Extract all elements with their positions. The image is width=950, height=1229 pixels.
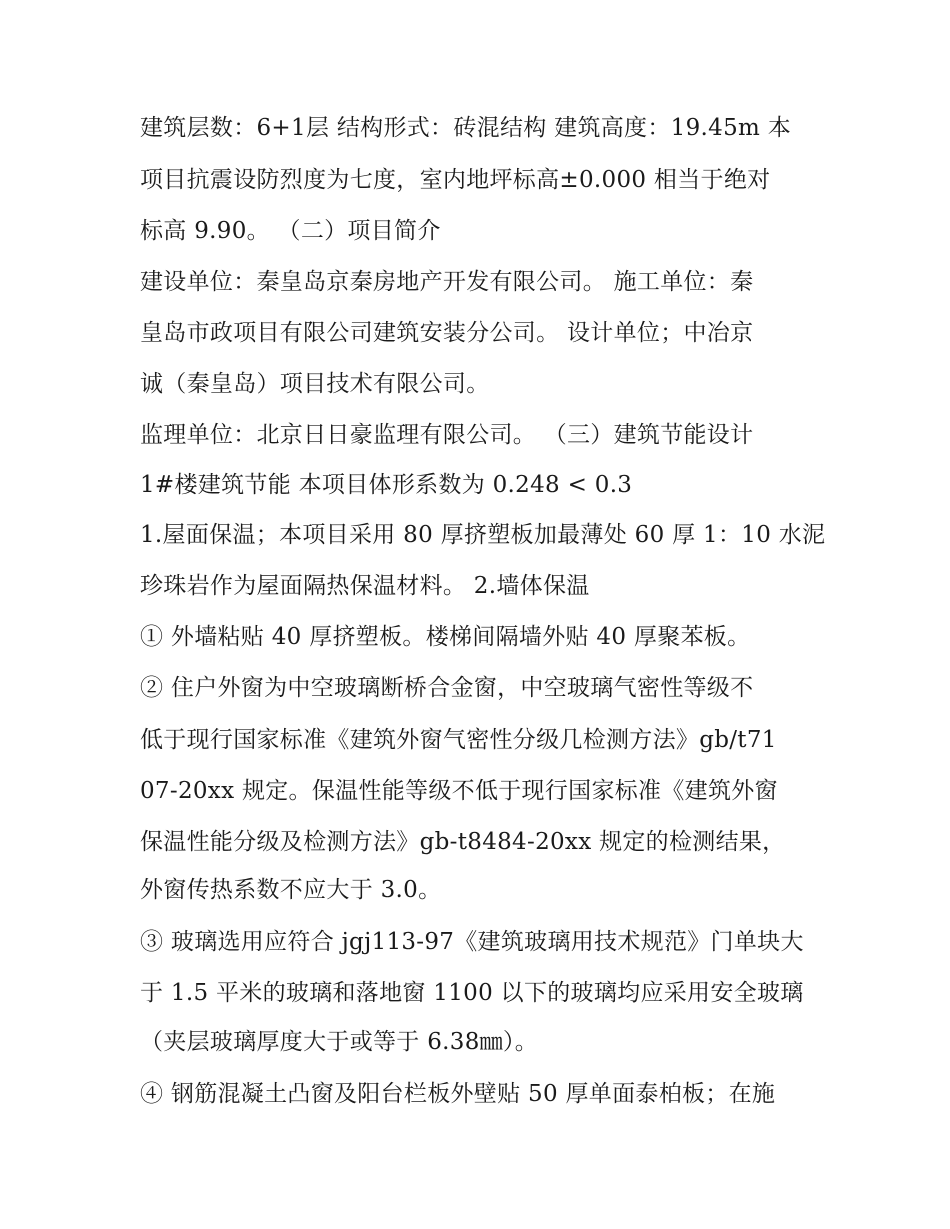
text-line: （夹层玻璃厚度大于或等于 6.38㎜）。 xyxy=(140,1029,539,1055)
text-line: ④ 钢筋混凝土凸窗及阳台栏板外壁贴 50 厚单面泰柏板；在施 xyxy=(140,1081,776,1107)
text-line: 建设单位：秦皇岛京秦房地产开发有限公司。 施工单位：秦 xyxy=(140,269,754,295)
text-line: 保温性能分级及检测方法》gb-t8484-20xx 规定的检测结果， xyxy=(140,829,786,855)
text-line: 低于现行国家标准《建筑外窗气密性分级几检测方法》gb/t71 xyxy=(140,727,777,753)
text-line: 标高 9.90。 （二）项目简介 xyxy=(140,218,441,244)
text-line: 监理单位：北京日日豪监理有限公司。 （三）建筑节能设计 xyxy=(140,422,754,448)
text-line: 珍珠岩作为屋面隔热保温材料。 2.墙体保温 xyxy=(140,573,590,599)
text-line: 07-20xx 规定。保温性能等级不低于现行国家标准《建筑外窗 xyxy=(140,778,778,804)
text-line: 外窗传热系数不应大于 3.0。 xyxy=(140,877,442,903)
text-line: 项目抗震设防烈度为七度，室内地坪标高±0.000 相当于绝对 xyxy=(140,167,771,193)
text-line: 诚（秦皇岛）项目技术有限公司。 xyxy=(140,371,490,397)
text-line: 1.屋面保温；本项目采用 80 厚挤塑板加最薄处 60 厚 1：10 水泥 xyxy=(140,522,826,548)
text-line: 于 1.5 平米的玻璃和落地窗 1100 以下的玻璃均应采用安全玻璃 xyxy=(140,980,804,1006)
text-line: 皇岛市政项目有限公司建筑安装分公司。 设计单位；中冶京 xyxy=(140,320,754,346)
text-line: ② 住户外窗为中空玻璃断桥合金窗，中空玻璃气密性等级不 xyxy=(140,675,754,701)
text-line: ① 外墙粘贴 40 厚挤塑板。楼梯间隔墙外贴 40 厚聚苯板。 xyxy=(140,624,751,650)
text-line: 1#楼建筑节能 本项目体形系数为 0.248 < 0.3 xyxy=(140,472,633,498)
text-line: 建筑层数：6+1层 结构形式：砖混结构 建筑高度：19.45m 本 xyxy=(140,115,792,141)
text-line: ③ 玻璃选用应符合 jgj113-97《建筑玻璃用技术规范》门单块大 xyxy=(140,929,804,955)
